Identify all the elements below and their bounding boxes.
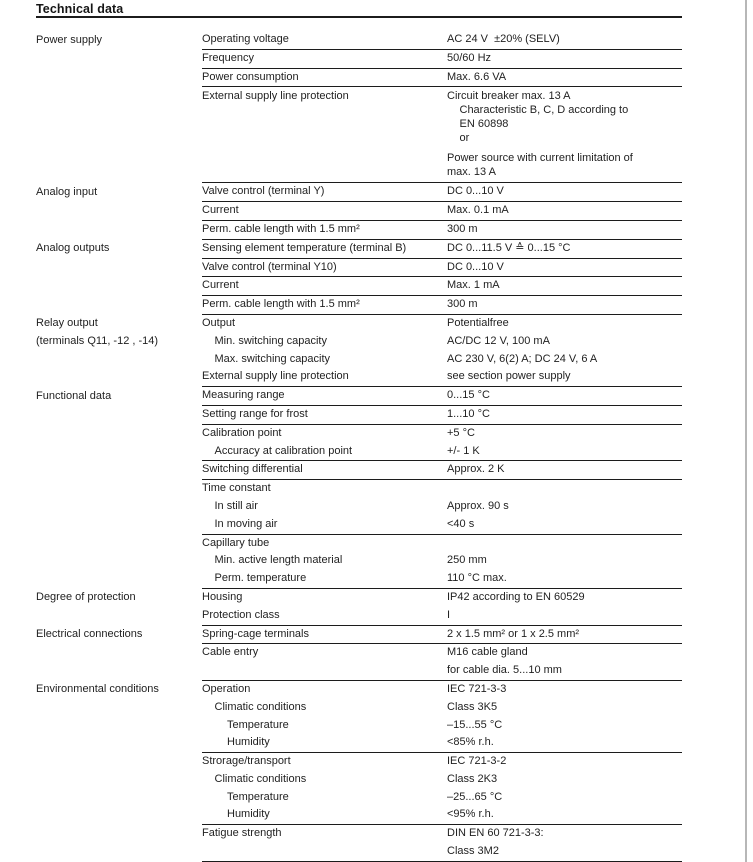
param-cell xyxy=(202,681,447,752)
row-group xyxy=(202,50,682,69)
table-row xyxy=(36,681,682,753)
value-cell xyxy=(447,50,682,68)
value-line: –25...65 °C xyxy=(447,790,503,803)
param-cell xyxy=(202,535,447,588)
table-row xyxy=(36,535,682,589)
value-line: Circuit breaker max. 13 A xyxy=(447,90,571,103)
param-line: Operation xyxy=(202,682,251,695)
param-line: Climatic conditions xyxy=(214,700,307,713)
param-line: Current xyxy=(202,204,239,217)
table-row xyxy=(36,221,682,240)
value-line: Approx. 2 K xyxy=(447,463,505,476)
param-line: Setting range for frost xyxy=(202,407,308,420)
value-line: Approx. 90 s xyxy=(447,499,509,512)
value-line: I xyxy=(447,608,451,621)
value-line: or xyxy=(459,132,470,145)
value-cell xyxy=(447,626,682,644)
value-cell xyxy=(447,535,682,588)
category-cell xyxy=(36,480,202,534)
param-line: Accuracy at calibration point xyxy=(214,444,353,457)
param-line: Humidity xyxy=(227,808,270,821)
param-cell xyxy=(202,31,447,49)
page-right-border xyxy=(745,0,747,862)
param-line: Frequency xyxy=(202,51,254,64)
value-cell xyxy=(447,753,682,824)
value-line: +5 °C xyxy=(447,426,475,439)
category-cell xyxy=(36,425,202,462)
param-line: Output xyxy=(202,316,236,329)
param-cell xyxy=(202,183,447,201)
table-row xyxy=(36,626,682,645)
value-line: Characteristic B, C, D according to xyxy=(459,104,629,117)
table-row xyxy=(36,480,682,534)
param-line: Strorage/transport xyxy=(202,755,291,768)
value-cell xyxy=(447,240,682,258)
value-cell xyxy=(447,387,682,405)
row-group xyxy=(202,69,682,88)
category-label: Power supply xyxy=(36,33,103,46)
param-cell xyxy=(202,89,447,179)
param-line: Max. switching capacity xyxy=(214,352,331,365)
category-label: Analog outputs xyxy=(36,242,110,255)
value-cell xyxy=(447,183,682,201)
category-cell xyxy=(36,406,202,425)
param-line: Cable entry xyxy=(202,646,259,659)
param-line: Switching differential xyxy=(202,463,303,476)
category-cell xyxy=(36,589,202,626)
value-cell xyxy=(447,202,682,220)
table-row xyxy=(36,296,682,315)
value-line: Class 3K5 xyxy=(447,700,498,713)
category-label: (terminals Q11, -12 , -14) xyxy=(36,335,159,348)
param-line: External supply line protection xyxy=(202,370,349,383)
param-cell xyxy=(202,259,447,277)
value-line: Potentialfree xyxy=(447,316,509,329)
param-line: Min. switching capacity xyxy=(214,334,327,347)
row-group xyxy=(202,202,682,221)
value-line: 300 m xyxy=(447,222,478,235)
category-cell xyxy=(36,240,202,259)
category-cell xyxy=(36,69,202,88)
value-line: max. 13 A xyxy=(447,166,496,179)
param-line: Time constant xyxy=(202,482,271,495)
value-line: AC 24 V ±20% (SELV) xyxy=(447,33,560,45)
row-group xyxy=(202,183,682,202)
value-line: DC 0...10 V xyxy=(447,185,504,198)
row-group xyxy=(202,425,682,462)
param-line: Perm. cable length with 1.5 mm² xyxy=(202,298,360,311)
category-label: Degree of protection xyxy=(36,591,136,604)
table-row xyxy=(36,259,682,278)
param-cell xyxy=(202,296,447,314)
value-cell xyxy=(447,89,682,179)
row-group xyxy=(202,221,682,240)
value-line: DC 0...11.5 V ≙ 0...15 °C xyxy=(447,241,571,254)
table-row xyxy=(36,183,682,202)
technical-data-table xyxy=(36,31,682,862)
param-cell xyxy=(202,387,447,405)
row-group xyxy=(202,406,682,425)
value-cell xyxy=(447,221,682,239)
param-line: Housing xyxy=(202,590,243,603)
param-cell xyxy=(202,461,447,479)
param-line: Perm. cable length with 1.5 mm² xyxy=(202,222,360,235)
value-line: AC 230 V, 6(2) A; DC 24 V, 6 A xyxy=(447,352,598,365)
value-line: IP42 according to EN 60529 xyxy=(447,590,585,603)
value-cell xyxy=(447,259,682,277)
value-line: DIN EN 60 721-3-3: xyxy=(447,827,544,840)
category-cell xyxy=(36,277,202,296)
param-line: Operating voltage xyxy=(202,33,289,45)
value-line: –15...55 °C xyxy=(447,718,503,731)
table-row xyxy=(36,753,682,825)
table-row xyxy=(36,87,682,183)
param-cell xyxy=(202,69,447,87)
value-line: see section power supply xyxy=(447,370,571,383)
category-cell xyxy=(36,183,202,202)
param-line: Valve control (terminal Y) xyxy=(202,185,325,198)
param-line: Current xyxy=(202,279,239,292)
category-label: Electrical connections xyxy=(36,628,143,641)
param-line: Power consumption xyxy=(202,70,299,83)
value-line: 2 x 1.5 mm² or 1 x 2.5 mm² xyxy=(447,627,580,640)
param-cell xyxy=(202,315,447,386)
param-line: Fatigue strength xyxy=(202,827,282,840)
value-line: Max. 1 mA xyxy=(447,279,500,292)
table-row xyxy=(36,461,682,480)
category-cell xyxy=(36,825,202,862)
param-line: Valve control (terminal Y10) xyxy=(202,260,337,273)
row-group xyxy=(202,626,682,645)
param-line: Sensing element temperature (terminal B) xyxy=(202,241,407,254)
param-cell xyxy=(202,480,447,533)
table-row xyxy=(36,240,682,259)
row-group xyxy=(202,753,682,825)
value-line: Power source with current limitation of xyxy=(447,152,633,165)
value-line: <40 s xyxy=(447,517,475,530)
row-group xyxy=(202,277,682,296)
value-cell xyxy=(447,480,682,533)
value-cell xyxy=(447,277,682,295)
row-group xyxy=(202,296,682,315)
param-line: Humidity xyxy=(227,736,270,749)
category-cell xyxy=(36,87,202,183)
value-line: EN 60898 xyxy=(459,118,509,131)
param-cell xyxy=(202,644,447,680)
category-cell xyxy=(36,387,202,406)
value-line: 0...15 °C xyxy=(447,389,490,402)
param-cell xyxy=(202,277,447,295)
param-cell xyxy=(202,626,447,644)
table-row xyxy=(36,387,682,406)
category-label: Functional data xyxy=(36,389,112,402)
table-row xyxy=(36,50,682,69)
category-cell xyxy=(36,535,202,589)
param-line: Capillary tube xyxy=(202,536,270,549)
param-line: Measuring range xyxy=(202,389,285,402)
table-row xyxy=(36,406,682,425)
value-line: 250 mm xyxy=(447,554,487,567)
value-line: Class 3M2 xyxy=(447,845,499,858)
value-line: Max. 0.1 mA xyxy=(447,204,509,217)
category-cell xyxy=(36,626,202,645)
value-cell xyxy=(447,589,682,625)
row-group xyxy=(202,461,682,480)
param-cell xyxy=(202,240,447,258)
title-rule xyxy=(36,16,682,18)
value-cell xyxy=(447,406,682,424)
param-cell xyxy=(202,589,447,625)
param-cell xyxy=(202,50,447,68)
value-line: IEC 721-3-3 xyxy=(447,682,507,695)
row-group xyxy=(202,644,682,681)
category-cell xyxy=(36,644,202,681)
row-group xyxy=(202,681,682,753)
category-cell xyxy=(36,221,202,240)
table-row xyxy=(36,202,682,221)
param-line: Calibration point xyxy=(202,426,282,439)
category-cell xyxy=(36,681,202,753)
param-line: Spring-cage terminals xyxy=(202,627,309,640)
param-line: Min. active length material xyxy=(214,554,343,567)
value-cell xyxy=(447,461,682,479)
value-line xyxy=(447,535,682,553)
table-row xyxy=(36,644,682,681)
category-label: Analog input xyxy=(36,185,98,198)
value-line: AC/DC 12 V, 100 mA xyxy=(447,334,550,347)
value-line: 300 m xyxy=(447,298,478,311)
row-group xyxy=(202,535,682,589)
value-line: IEC 721-3-2 xyxy=(447,755,507,768)
category-cell xyxy=(36,50,202,69)
row-group xyxy=(202,480,682,534)
category-cell xyxy=(36,259,202,278)
value-line: M16 cable gland xyxy=(447,646,528,659)
value-line: <85% r.h. xyxy=(447,736,494,749)
value-line: DC 0...10 V xyxy=(447,260,504,273)
table-row xyxy=(36,315,682,387)
param-line: Perm. temperature xyxy=(214,572,307,585)
row-group xyxy=(202,315,682,387)
table-row xyxy=(36,589,682,626)
row-group xyxy=(202,387,682,406)
value-cell xyxy=(447,315,682,386)
category-cell xyxy=(36,315,202,387)
value-cell xyxy=(447,69,682,87)
param-line: In still air xyxy=(214,499,258,512)
category-cell xyxy=(36,31,202,50)
value-line: <95% r.h. xyxy=(447,808,494,821)
param-line: Temperature xyxy=(227,790,289,803)
value-line: 110 °C max. xyxy=(447,572,507,585)
value-line: Class 2K3 xyxy=(447,772,498,785)
category-cell xyxy=(36,753,202,825)
table-row xyxy=(36,69,682,88)
category-cell xyxy=(36,461,202,480)
param-line: External supply line protection xyxy=(202,90,349,103)
table-row xyxy=(36,825,682,862)
value-line: Max. 6.6 VA xyxy=(447,70,507,83)
value-cell xyxy=(447,296,682,314)
value-line: +/- 1 K xyxy=(447,444,480,457)
param-cell xyxy=(202,425,447,461)
value-cell xyxy=(447,31,682,49)
value-cell xyxy=(447,425,682,461)
category-label: Environmental conditions xyxy=(36,683,159,696)
param-cell xyxy=(202,221,447,239)
row-group xyxy=(202,240,682,259)
param-line: Temperature xyxy=(227,718,289,731)
table-row xyxy=(36,425,682,462)
param-cell xyxy=(202,406,447,424)
table-row xyxy=(36,277,682,296)
value-cell xyxy=(447,681,682,752)
category-label: Relay output xyxy=(36,317,98,330)
table-row xyxy=(36,31,682,50)
row-group xyxy=(202,589,682,626)
param-cell xyxy=(202,825,447,861)
param-cell xyxy=(202,753,447,824)
value-line xyxy=(447,480,682,498)
param-line: Protection class xyxy=(202,608,280,621)
value-line: 1...10 °C xyxy=(447,407,490,420)
category-cell xyxy=(36,202,202,221)
page-title: Technical data xyxy=(36,2,124,16)
row-group xyxy=(202,259,682,278)
param-line: In moving air xyxy=(214,517,278,530)
value-line: 50/60 Hz xyxy=(447,51,492,64)
category-cell xyxy=(36,296,202,315)
param-line: Climatic conditions xyxy=(214,772,307,785)
value-line: for cable dia. 5...10 mm xyxy=(447,664,562,677)
row-group xyxy=(202,31,682,50)
row-group xyxy=(202,825,682,862)
value-cell xyxy=(447,825,682,861)
row-group xyxy=(202,87,682,183)
value-cell xyxy=(447,644,682,680)
param-cell xyxy=(202,202,447,220)
